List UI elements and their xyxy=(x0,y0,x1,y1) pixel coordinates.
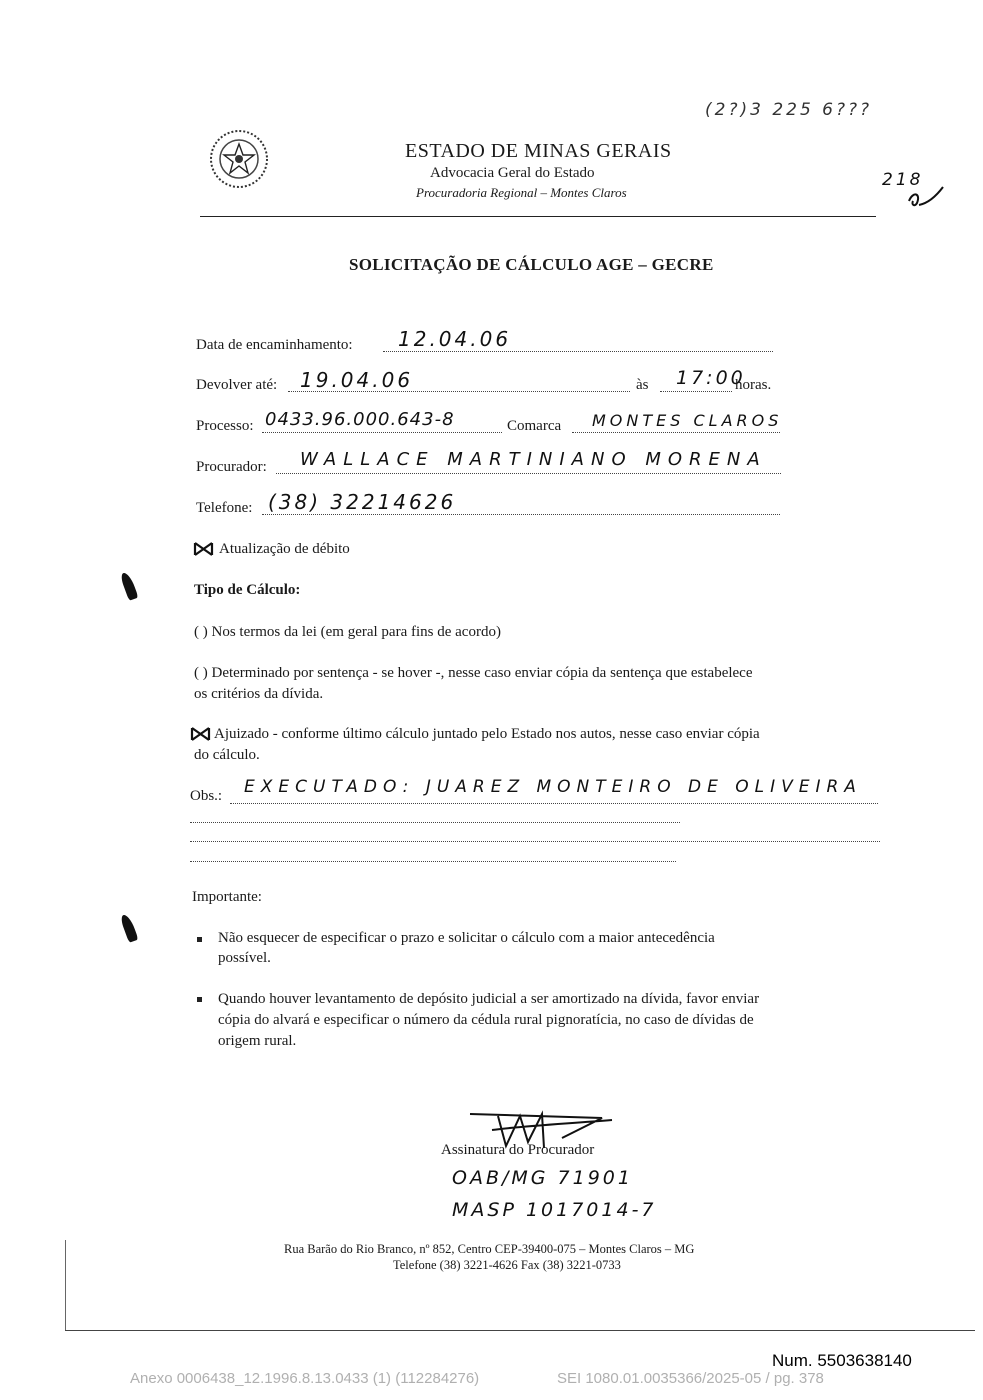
note-2-line1: Quando houver levantamento de depósito judicial a ser amortizado na dívida, favor enviar xyxy=(218,991,760,1007)
punch-mark-icon xyxy=(120,571,139,601)
option-ajuizado-line2: do cálculo. xyxy=(194,747,260,763)
telefone-value: (38) 32214626 xyxy=(268,490,457,514)
oab-number: OAB/MG 71901 xyxy=(452,1167,633,1189)
procurador-line xyxy=(276,473,781,474)
importante-label: Importante: xyxy=(192,889,262,905)
state-seal-icon xyxy=(208,128,270,190)
obs-line-1 xyxy=(230,803,878,804)
as-label: às xyxy=(636,377,649,393)
obs-line-4 xyxy=(190,861,676,862)
punch-mark-icon xyxy=(120,913,139,943)
form-title: SOLICITAÇÃO DE CÁLCULO AGE – GECRE xyxy=(349,255,714,274)
annex-reference: Anexo 0006438_12.1996.8.13.0433 (1) (112284276) xyxy=(130,1370,480,1387)
agency-name: Advocacia Geral do Estado xyxy=(430,165,595,181)
procurador-label: Procurador: xyxy=(196,459,267,475)
data-line xyxy=(383,351,773,352)
processo-value: 0433.96.000.643-8 xyxy=(265,409,455,430)
comarca-label: Comarca xyxy=(507,418,562,434)
telefone-line xyxy=(262,514,780,515)
footer-phones: Telefone (38) 3221-4626 Fax (38) 3221-0733 xyxy=(393,1258,621,1272)
as-value: 17:00 xyxy=(676,367,746,389)
bullet-icon xyxy=(197,997,202,1002)
page-left-edge xyxy=(65,1240,66,1330)
sheet-number: 218 xyxy=(882,170,924,190)
obs-value: EXECUTADO: JUAREZ MONTEIRO DE OLIVEIRA xyxy=(244,777,862,797)
obs-line-3 xyxy=(190,841,880,842)
stamp-number: (2?)3 225 6??? xyxy=(705,100,873,120)
data-value: 12.04.06 xyxy=(398,327,512,351)
devolver-value: 19.04.06 xyxy=(300,368,414,392)
note-1-line2: possível. xyxy=(218,950,271,966)
atualizacao-label: Atualização de débito xyxy=(219,541,350,557)
sei-reference: SEI 1080.01.0035366/2025-05 / pg. 378 xyxy=(557,1370,824,1387)
office-name: Procuradoria Regional – Montes Claros xyxy=(416,185,627,200)
rubric-mark xyxy=(905,183,945,211)
option-sentenca-line1[interactable]: ( ) Determinado por sentença - se hover -, nesse caso enviar cópia da sentença que estabelece xyxy=(194,665,753,681)
obs-line-2 xyxy=(190,822,680,823)
processo-line xyxy=(262,432,502,433)
footer-address: Rua Barão do Rio Branco, nº 852, Centro CEP-39400-075 – Montes Claros – MG xyxy=(284,1242,695,1256)
option-ajuizado-line1[interactable]: Ajuizado - conforme último cálculo juntado pelo Estado nos autos, nesse caso enviar cópia xyxy=(214,726,760,742)
obs-label: Obs.: xyxy=(190,788,223,804)
checked-box-icon[interactable] xyxy=(190,725,212,743)
note-2-line3: origem rural. xyxy=(218,1033,297,1049)
signature-label: Assinatura do Procurador xyxy=(441,1142,595,1158)
horas-label: horas. xyxy=(735,377,772,393)
bullet-icon xyxy=(197,937,202,942)
comarca-line xyxy=(572,432,780,433)
page-bottom-rule xyxy=(65,1330,975,1331)
devolver-label: Devolver até: xyxy=(196,377,278,393)
telefone-label: Telefone: xyxy=(196,500,253,516)
option-lei[interactable]: ( ) Nos termos da lei (em geral para fins de acordo) xyxy=(194,624,501,640)
checked-box-icon[interactable] xyxy=(193,540,215,558)
tipo-label: Tipo de Cálculo: xyxy=(194,582,301,598)
as-line xyxy=(660,391,732,392)
processo-label: Processo: xyxy=(196,418,254,434)
note-2-line2: cópia do alvará e especificar o número da cédula rural pignoratícia, no caso de dívidas de xyxy=(218,1012,754,1028)
document-num: Num. 5503638140 xyxy=(772,1351,912,1370)
comarca-value: MONTES CLAROS xyxy=(592,411,783,430)
data-label: Data de encaminhamento: xyxy=(196,337,353,353)
state-name: ESTADO DE MINAS GERAIS xyxy=(405,140,672,162)
option-sentenca-line2: os critérios da dívida. xyxy=(194,686,324,702)
procurador-value: WALLACE MARTINIANO MORENA xyxy=(300,449,767,470)
note-1-line1: Não esquecer de especificar o prazo e solicitar o cálculo com a maior antecedência xyxy=(218,930,715,946)
header-divider xyxy=(200,216,876,217)
masp-number: MASP 1017014-7 xyxy=(452,1199,657,1221)
